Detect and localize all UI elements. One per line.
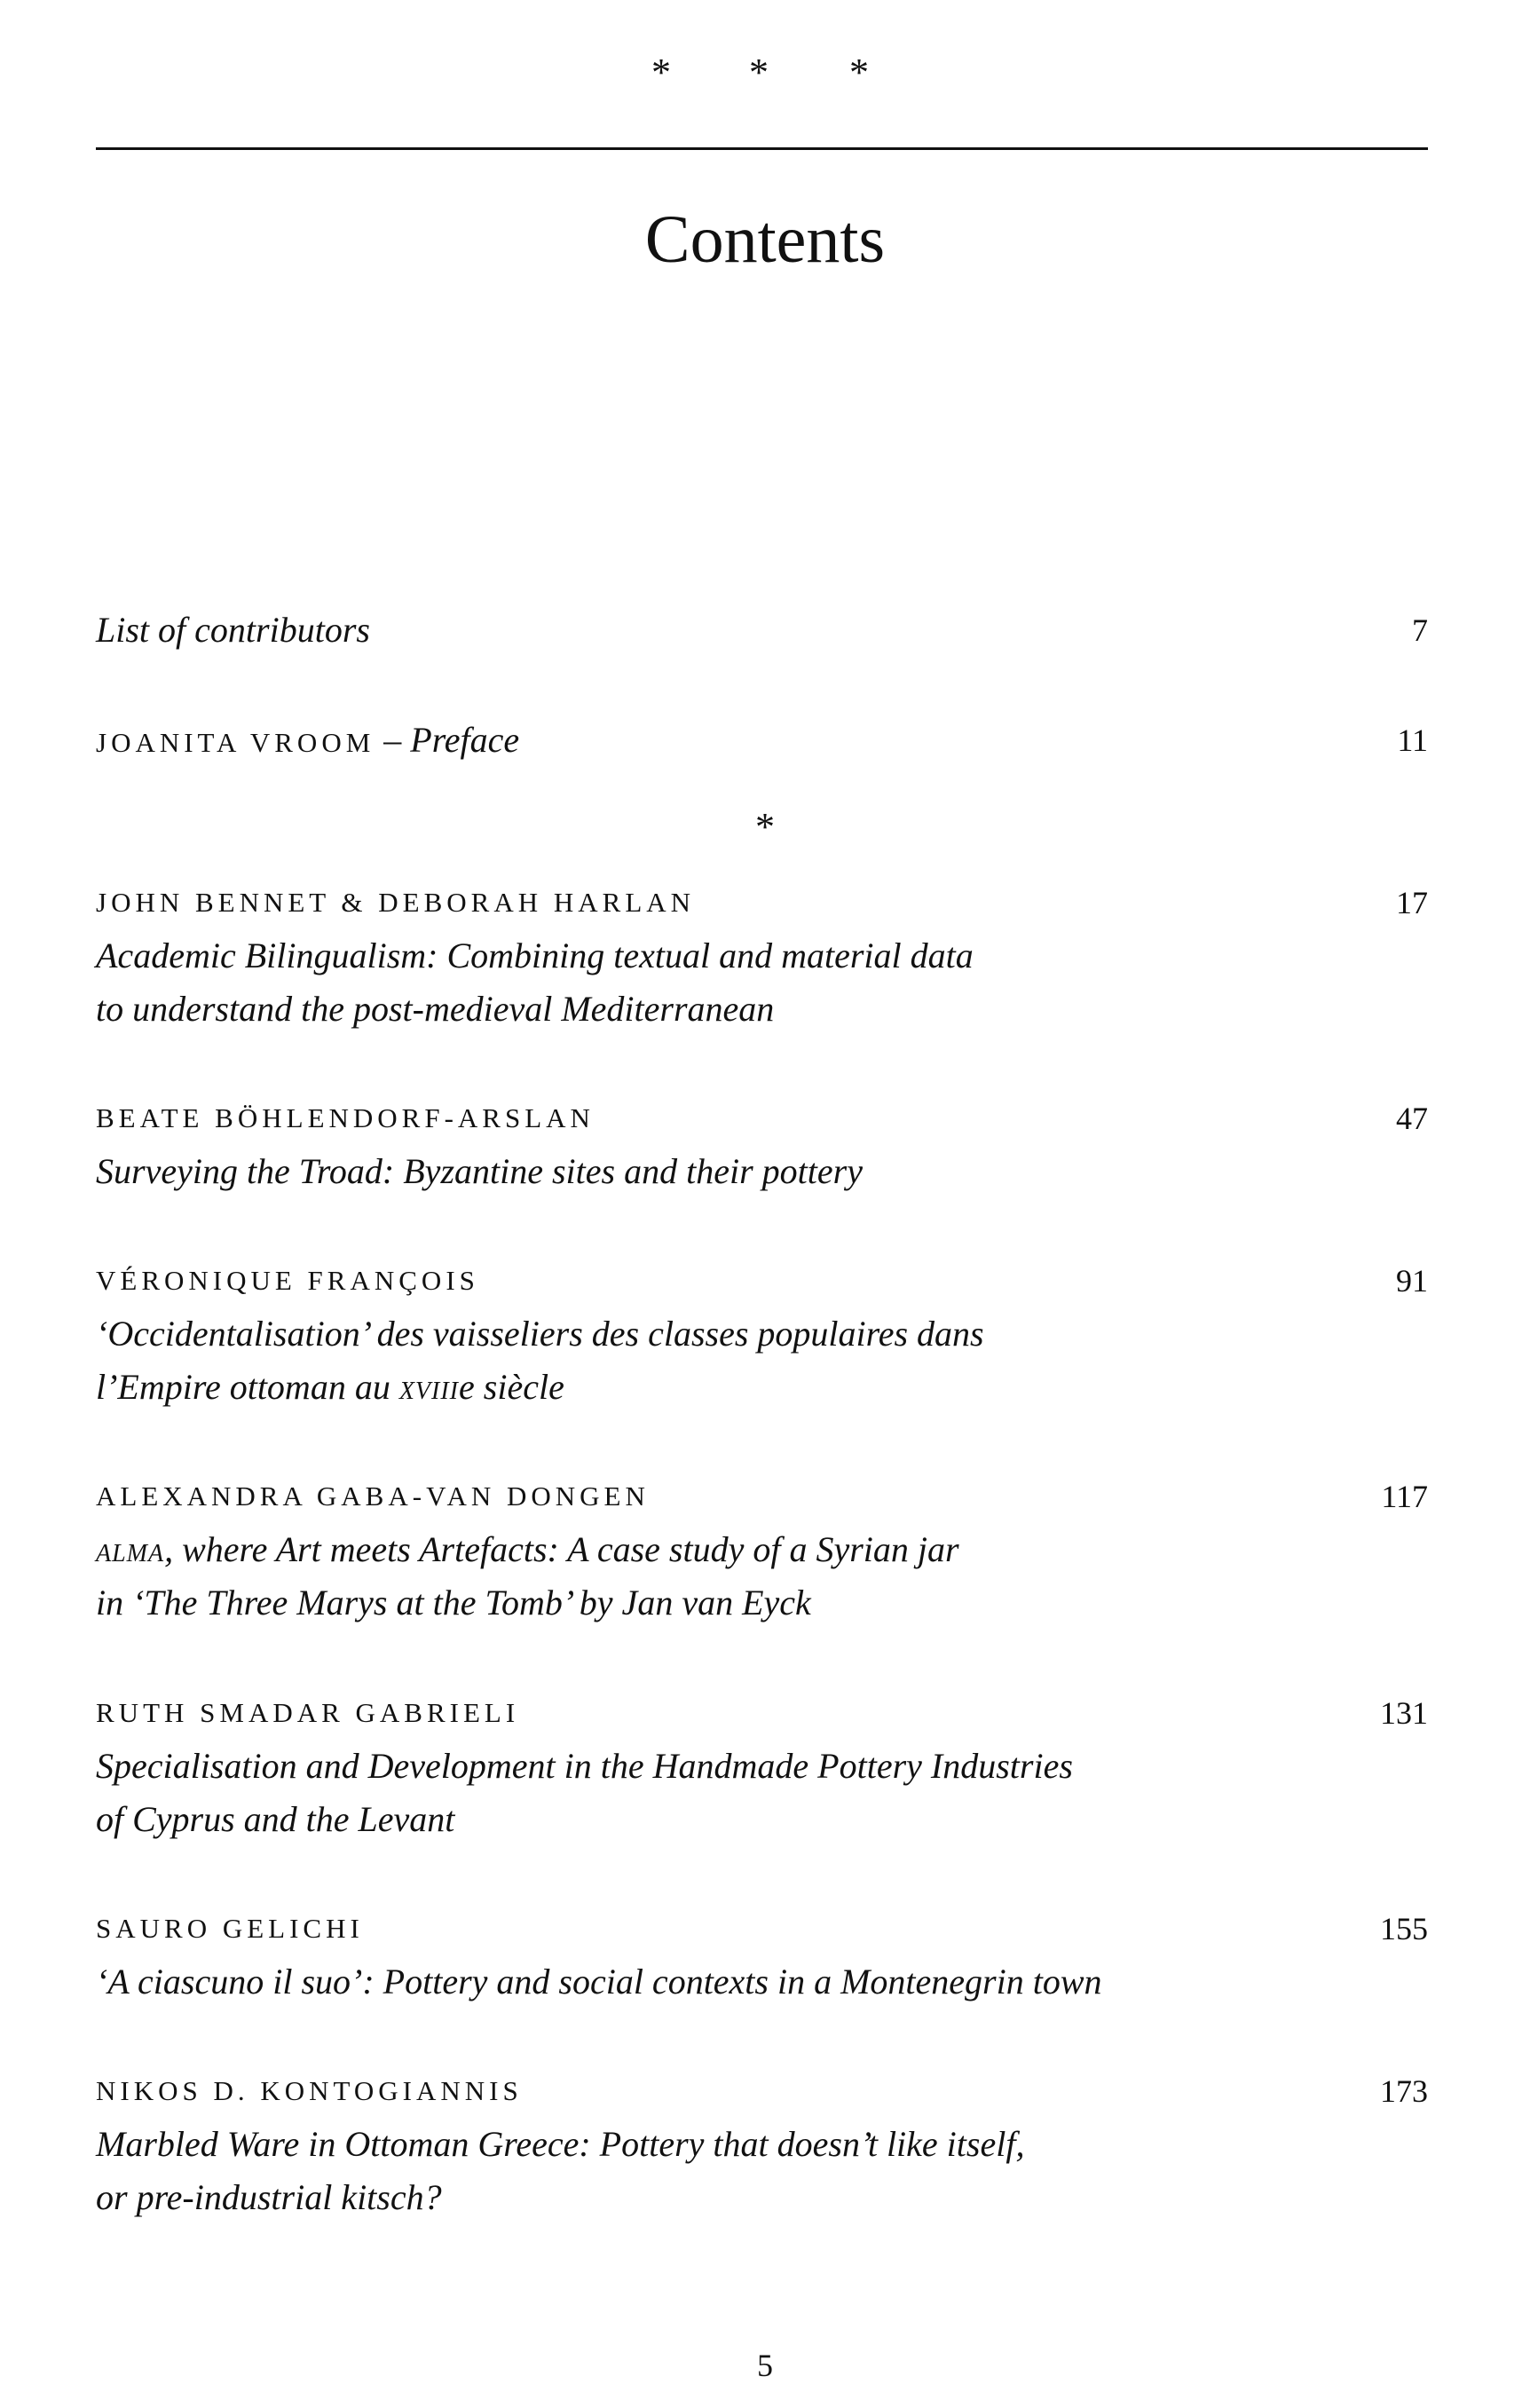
toc-entry[interactable] [96, 876, 1428, 1036]
century-numeral: xviii [398, 1367, 460, 1407]
section-divider-star: * [755, 805, 775, 849]
ornament-star: * [749, 51, 769, 94]
title-text: l’Empire ottoman au [96, 1367, 399, 1407]
entry-title-line: or pre-industrial kitsch? [96, 2177, 442, 2217]
entry-author: JOHN BENNET & DEBORAH HARLAN [96, 887, 696, 918]
page-number: 131 [1380, 1695, 1428, 1731]
entry-title-line: in ‘The Three Marys at the Tomb’ by Jan van Eyck [96, 1583, 811, 1622]
header-rule [96, 147, 1428, 150]
entry-author: BEATE BÖHLENDORF-ARSLAN [96, 1102, 595, 1133]
page-number: 17 [1396, 885, 1428, 920]
page-number: 47 [1396, 1101, 1428, 1136]
toc-entry[interactable] [96, 1902, 1428, 2009]
acronym: alma [96, 1529, 165, 1569]
entry-author: ALEXANDRA GABA-VAN DONGEN [96, 1480, 650, 1512]
entry-author: NIKOS D. KONTOGIANNIS [96, 2075, 523, 2106]
toc-entry[interactable] [96, 1470, 1428, 1630]
entry-title-line [96, 1523, 1428, 1576]
entry-title-line: ‘Occidentalisation’ des vaisseliers des classes populaires dans [96, 1314, 984, 1354]
entry-title-line: of Cyprus and the Levant [96, 1799, 455, 1839]
entry-author: RUTH SMADAR GABRIELI [96, 1697, 520, 1728]
page-number: 155 [1380, 1911, 1428, 1946]
page-number: 11 [1397, 722, 1428, 758]
entry-author: JOANITA VROOM [96, 727, 375, 758]
toc-entry-contributors[interactable] [96, 604, 1428, 657]
toc-entry[interactable] [96, 2065, 1428, 2224]
entry-title-line: ‘A ciascuno il suo’: Pottery and social contexts in a Montenegrin town [96, 1962, 1102, 2001]
entry-author: SAURO GELICHI [96, 1913, 364, 1944]
toc-entry[interactable] [96, 1092, 1428, 1198]
toc-entry[interactable] [96, 1254, 1428, 1414]
entry-author: VÉRONIQUE FRANÇOIS [96, 1265, 479, 1296]
entry-title: Preface [410, 720, 520, 760]
entry-separator: – [375, 720, 411, 760]
page-number: 117 [1381, 1479, 1428, 1514]
entry-title-line: Surveying the Troad: Byzantine sites and their pottery [96, 1151, 863, 1191]
entry-title-line: Marbled Ware in Ottoman Greece: Pottery that doesn’t like itself, [96, 2124, 1025, 2164]
title-text: , where Art meets Artefacts: A case study of a Syrian jar [164, 1529, 959, 1569]
page-number: 7 [1412, 612, 1428, 648]
title-text: e siècle [459, 1367, 564, 1407]
page-folio: 5 [757, 2348, 773, 2383]
entry-title-line: Specialisation and Development in the Handmade Pottery Industries [96, 1746, 1073, 1786]
page-number: 173 [1380, 2073, 1428, 2109]
entry-title: List of contributors [96, 610, 370, 650]
entry-title-line: Academic Bilingualism: Combining textual and material data [96, 936, 974, 975]
ornament-star: * [849, 51, 869, 94]
page-title: Contents [644, 202, 886, 277]
ornament-star: * [651, 51, 671, 94]
entry-title-line: to understand the post-medieval Mediterranean [96, 989, 775, 1029]
page-number: 91 [1396, 1263, 1428, 1299]
toc-entry-preface[interactable] [96, 714, 1428, 767]
toc-entry[interactable] [96, 1686, 1428, 1846]
entry-title-line [96, 1361, 1428, 1414]
